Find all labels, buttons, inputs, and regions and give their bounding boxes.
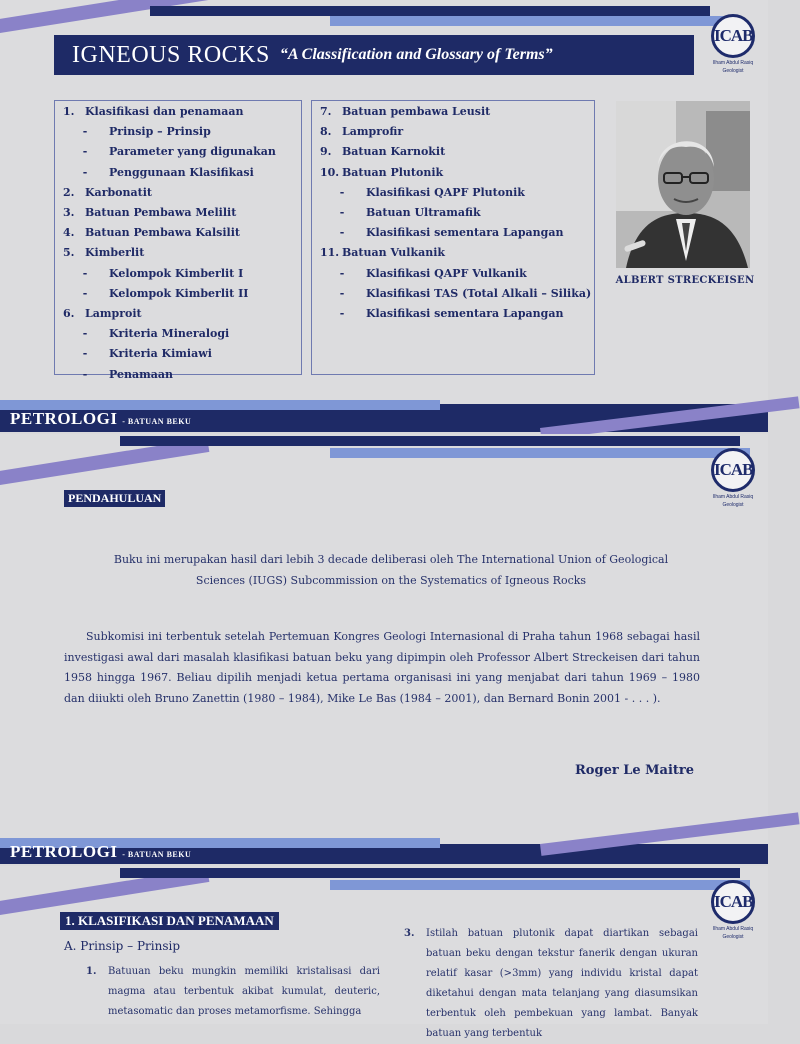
item-number: 11. — [320, 246, 340, 260]
bullet-dash: - — [82, 165, 88, 179]
bullet-dash: - — [82, 286, 88, 300]
item-label: Kimberlit — [85, 246, 145, 260]
footer-label — [10, 409, 191, 429]
bullet-dash: - — [82, 327, 88, 341]
contents-item — [63, 223, 293, 243]
logo-mark: ICAB — [711, 448, 755, 492]
bullet-dash: - — [82, 145, 88, 159]
contents-item — [63, 183, 293, 203]
bullet-dash: - — [339, 307, 345, 321]
item-number: 3. — [63, 206, 75, 220]
contents-item — [63, 203, 293, 223]
bullet-dash: - — [339, 206, 345, 220]
item-number: 6. — [63, 307, 75, 321]
title-subtitle: “A Classification and Glossary of Terms” — [279, 46, 553, 63]
item-number: 4. — [63, 226, 75, 240]
logo-caption-2: Geologist — [722, 934, 744, 940]
bullet-dash: - — [82, 266, 88, 280]
item-number: 7. — [320, 105, 332, 118]
item-number: 9. — [320, 145, 332, 159]
principle-item-3 — [404, 924, 698, 1044]
section-heading: PENDAHULUAN — [64, 490, 165, 507]
item-number: 1. — [86, 966, 97, 977]
logo-mark: ICAB — [711, 14, 755, 58]
title-bar — [54, 35, 694, 75]
contents-subitem — [63, 344, 293, 364]
decor-stripe — [150, 6, 710, 16]
footer-sub: - BATUAN BEKU — [122, 850, 192, 859]
contents-subitem — [63, 142, 293, 162]
subheading: A. Prinsip – Prinsip — [64, 939, 181, 953]
contents-subitem — [320, 304, 586, 324]
contents-item — [320, 122, 586, 142]
item-label: Klasifikasi sementara Lapangan — [366, 226, 564, 240]
slide-introduction — [0, 434, 768, 864]
brand-logo — [710, 448, 756, 510]
bullet-dash: - — [82, 367, 88, 381]
item-number: 3. — [404, 928, 415, 939]
item-label: Klasifikasi QAPF Plutonik — [366, 185, 525, 199]
logo-caption-2: Geologist — [722, 502, 744, 508]
contents-list-left — [54, 100, 302, 381]
contents-item — [63, 243, 293, 263]
footer-main: PETROLOGI — [10, 842, 118, 861]
bullet-dash: - — [339, 185, 345, 199]
item-number: 2. — [63, 185, 75, 199]
footer-label — [10, 842, 191, 862]
item-label: Penggunaan Klasifikasi — [109, 165, 254, 179]
contents-subitem — [63, 264, 293, 284]
section-heading: 1. KLASIFIKASI DAN PENAMAAN — [60, 912, 279, 930]
item-label: Prinsip – Prinsip — [109, 125, 211, 139]
logo-caption-1: Ilham Abdul Rasiq — [712, 60, 754, 66]
photo-caption: ALBERT STRECKEISEN — [615, 275, 755, 286]
item-label: Klasifikasi TAS (Total Alkali – Silika) — [366, 286, 592, 300]
decor-stripe — [120, 436, 740, 446]
logo-mark: ICAB — [711, 880, 755, 924]
contents-subitem — [63, 163, 293, 183]
logo-caption-2: Geologist — [722, 68, 744, 74]
contents-item — [63, 102, 293, 122]
contents-subitem — [320, 183, 586, 203]
bullet-dash: - — [339, 226, 345, 240]
contents-subitem — [63, 284, 293, 304]
item-label: Klasifikasi dan penamaan — [85, 105, 244, 118]
bullet-dash: - — [82, 347, 88, 361]
decor-stripe — [330, 16, 730, 26]
item-label: Kriteria Kimiawi — [109, 347, 212, 361]
item-label: Klasifikasi QAPF Vulkanik — [366, 266, 527, 280]
signature: Roger Le Maitre — [575, 763, 695, 778]
logo-caption-1: Ilham Abdul Rasiq — [712, 494, 754, 500]
item-label: Batuan pembawa Leusit — [342, 105, 491, 118]
item-label: Batuan Pembawa Melilit — [85, 206, 237, 220]
decor-stripe — [120, 868, 740, 878]
slide-contents — [0, 0, 768, 432]
contents-item — [320, 243, 586, 263]
contents-subitem — [320, 264, 586, 284]
brand-logo — [710, 880, 756, 942]
item-label: Karbonatit — [85, 185, 152, 199]
contents-item — [63, 304, 293, 324]
item-label: Lamprofir — [342, 125, 404, 139]
item-label: Batuan Ultramafik — [366, 206, 481, 220]
contents-item — [320, 163, 586, 183]
item-text: Batuuan beku mungkin memiliki kristalisasi dari magma atau terbentuk akibat kumulat, deuteric, metasomatic dan proses metamorfisme. Sehingga — [108, 966, 380, 1017]
item-number: 1. — [63, 105, 75, 118]
item-label: Kriteria Mineralogi — [109, 327, 230, 341]
item-label: Batuan Vulkanik — [342, 246, 446, 260]
item-label: Lamproit — [85, 307, 142, 321]
bullet-dash: - — [339, 286, 345, 300]
intro-paragraph-1: Buku ini merupakan hasil dari lebih 3 decade deliberasi oleh The International Union of Geological Sciences (IUGS) Subcommission on the Systematics of Igneous Rocks — [113, 553, 669, 587]
contents-list-right — [311, 100, 595, 375]
contents-subitem — [320, 284, 592, 304]
item-label: Parameter yang digunakan — [109, 145, 276, 159]
item-label: Klasifikasi sementara Lapangan — [366, 307, 564, 321]
portrait-photo — [616, 101, 750, 268]
bullet-dash: - — [339, 266, 345, 280]
contents-subitem — [63, 122, 293, 142]
footer-main: PETROLOGI — [10, 409, 118, 428]
item-number: 10. — [320, 165, 340, 179]
item-label: Batuan Plutonik — [342, 165, 444, 179]
item-label: Batuan Pembawa Kalsilit — [85, 226, 240, 240]
contents-subitem — [320, 223, 586, 243]
item-number: 8. — [320, 125, 332, 139]
item-number: 5. — [63, 246, 75, 260]
contents-subitem — [63, 365, 293, 385]
contents-item — [320, 102, 586, 122]
logo-caption-1: Ilham Abdul Rasiq — [712, 926, 754, 932]
brand-logo — [710, 14, 756, 76]
item-label: Penamaan — [109, 367, 173, 381]
decor-stripe — [330, 448, 750, 458]
title-main: IGNEOUS ROCKS — [72, 41, 270, 68]
footer-sub: - BATUAN BEKU — [122, 417, 192, 426]
contents-subitem — [320, 203, 586, 223]
contents-item — [320, 142, 586, 162]
decor-stripe — [330, 880, 750, 890]
item-label: Batuan Karnokit — [342, 145, 446, 159]
principle-item-1 — [86, 962, 380, 1022]
portrait-illustration — [616, 101, 750, 268]
item-text: Istilah batuan plutonik dapat diartikan sebagai batuan beku dengan tekstur fanerik dengan ukuran relatif kasar (>3mm) yang individu kristal dapat diketahui dengan mata telanjang yang diasumsikan terbentuk oleh pembekuan yang lambat. Banyak batuan yang terbentuk — [426, 928, 698, 1039]
item-label: Kelompok Kimberlit I — [109, 266, 244, 280]
bullet-dash: - — [82, 125, 88, 139]
intro-paragraph-2: Subkomisi ini terbentuk setelah Pertemuan Kongres Geologi Internasional di Praha tahun 1968 sebagai hasil investigasi awal dari masalah klasifikasi batuan beku yang dipimpin oleh Professor Albert Streckeisen dari tahun 1958 hingga 1967. Beliau dipilih menjadi ketua pertama organisasi ini yang menjabat dari tahun 1969 – 1980 dan diiukti oleh Bruno Zanettin (1980 – 1984), Mike Le Bas (1984 – 2001), dan Bernard Bonin 2001 - . . . ). — [64, 630, 700, 705]
contents-subitem — [63, 324, 293, 344]
item-label: Kelompok Kimberlit II — [109, 286, 249, 300]
slide-classification — [0, 866, 768, 1039]
